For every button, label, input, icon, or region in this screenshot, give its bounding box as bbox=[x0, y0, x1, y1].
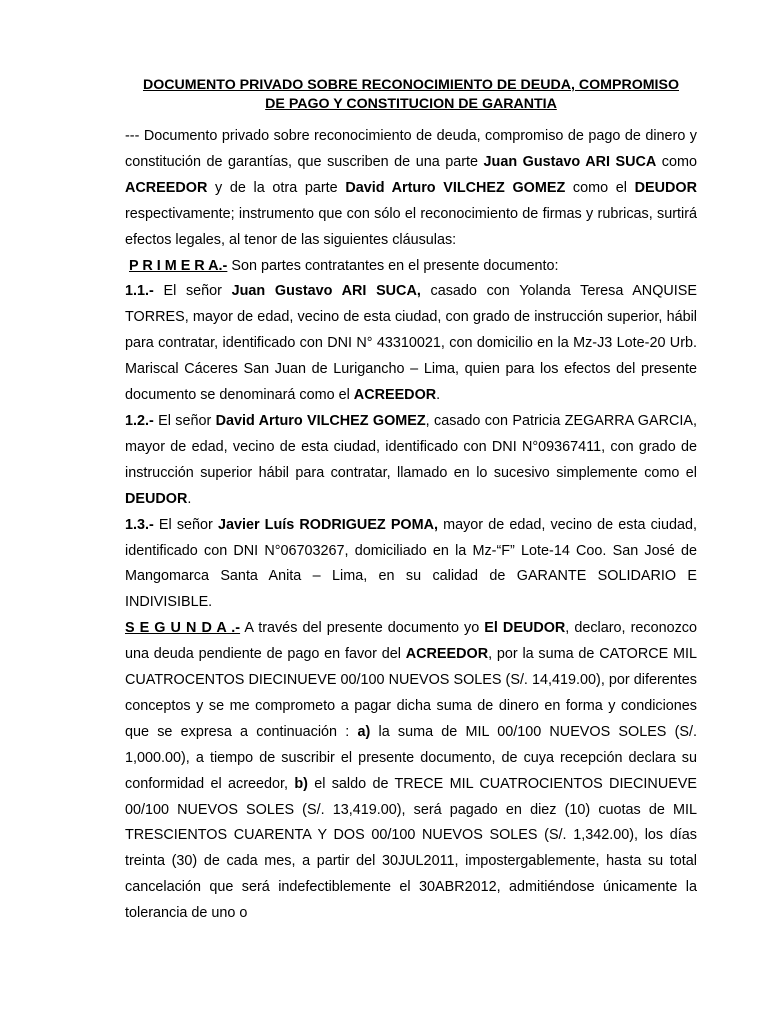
clause-text: El señor bbox=[153, 516, 218, 533]
intro-text: y de la otra parte bbox=[207, 179, 346, 196]
clause-text: la suma de MIL 00/100 NUEVOS SOLES (S/. 1,000.00), a tiempo de suscribir el presente documento, de cuya recepción declara su conformidad el acreedor, bbox=[125, 723, 697, 792]
clause-number: 1.1.- bbox=[125, 283, 154, 300]
party-role: ACREEDOR bbox=[353, 387, 437, 404]
party-name: Javier Luís RODRIGUEZ POMA, bbox=[217, 516, 438, 533]
intro-text: como bbox=[656, 153, 697, 170]
debtor-role: DEUDOR bbox=[634, 179, 697, 196]
clause-text: , casado con Patricia ZEGARRA GARCIA, mayor de edad, vecino de esta ciudad, identificado con DNI N°09367411, con grado de instrucción superior hábil para contratar, llamado en lo sucesivo simplemente como el bbox=[125, 412, 697, 481]
intro-text: respectivamente; instrumento que con sólo el reconocimiento de firmas y rubricas, surtirá efectos legales, al tenor de las siguientes cláusulas: bbox=[125, 205, 697, 248]
clause-text: . bbox=[436, 387, 441, 404]
clause-text: . bbox=[187, 490, 192, 507]
title-line-1: DOCUMENTO PRIVADO SOBRE RECONOCIMIENTO DE DEUDA, COMPROMISO bbox=[142, 77, 679, 93]
clause-text: casado con Yolanda Teresa ANQUISE TORRES, mayor de edad, vecino de esta ciudad, con grado de instrucción superior, hábil para contratar, identificado con DNI N° 43310021, con domicilio en la Mz-J3 Lote-20 Urb. Mariscal Cáceres San Juan de Lurigancho – Lima, quien para los efectos del presente documento se denominará como el bbox=[125, 283, 697, 404]
clause-1-3 bbox=[125, 513, 697, 617]
clause-text: , declaro, reconozco una deuda pendiente de pago en favor del bbox=[125, 620, 697, 663]
clause-text: mayor de edad, vecino de esta ciudad, identificado con DNI N°06703267, domiciliado en la Mz-“F” Lote-14 Coo. San José de Mangomarca Santa Anita – Lima, en su calidad de GARANTE SOLIDARIO E INDIVISIBLE. bbox=[125, 516, 698, 611]
clause-text: El señor bbox=[153, 283, 232, 300]
title-line-2: DE PAGO Y CONSTITUCION DE GARANTIA bbox=[265, 96, 557, 112]
debtor-name: David Arturo VILCHEZ GOMEZ bbox=[345, 179, 566, 196]
clause-primera bbox=[125, 254, 697, 280]
creditor-role: ACREEDOR bbox=[125, 179, 208, 196]
clause-primera-text: Son partes contratantes en el presente documento: bbox=[227, 257, 559, 274]
clause-number: 1.3.- bbox=[125, 516, 154, 533]
clause-text: A través del presente documento yo bbox=[240, 620, 485, 637]
intro-text: como el bbox=[565, 179, 635, 196]
intro-paragraph bbox=[125, 124, 697, 254]
intro-text: --- Documento privado sobre reconocimiento de deuda, compromiso de pago de dinero y constitución de garantías, que suscriben de una parte bbox=[125, 128, 697, 170]
clause-primera-heading: P R I M E R A.- bbox=[129, 257, 228, 274]
party-role: DEUDOR bbox=[125, 490, 188, 507]
document-body bbox=[125, 124, 697, 927]
creditor-name: Juan Gustavo ARI SUCA bbox=[483, 153, 657, 170]
clause-segunda-heading: S E G U N D A .- bbox=[125, 620, 241, 637]
clause-segunda bbox=[125, 616, 697, 927]
creditor-role: ACREEDOR bbox=[405, 646, 489, 663]
debtor-role: El DEUDOR bbox=[484, 620, 566, 637]
clause-text: El señor bbox=[153, 412, 216, 429]
item-marker-b: b) bbox=[294, 775, 308, 792]
clause-number: 1.2.- bbox=[125, 412, 154, 429]
document-title bbox=[125, 76, 697, 114]
clause-text: el saldo de TRECE MIL CUATROCIENTOS DIECINUEVE 00/100 NUEVOS SOLES (S/. 13,419.00), será pagado en diez (10) cuotas de MIL TRESCIENTOS CUARENTA Y DOS 00/100 NUEVOS SOLES (S/. 1,342.00), los días treinta (30) de cada mes, a partir del 30JUL2011, impostergablemente, hasta su total cancelación que será indefectiblemente el 30ABR2012, admitiéndose únicamente la tolerancia de uno o bbox=[125, 775, 698, 922]
clause-1-1 bbox=[125, 279, 697, 409]
clause-text: , por la suma de CATORCE MIL CUATROCENTOS DIECINUEVE 00/100 NUEVOS SOLES (S/. 14,419.00), por diferentes conceptos y se me comprometo a pagar dicha suma de dinero en forma y condiciones que se expresa a continuación : bbox=[125, 646, 697, 740]
item-marker-a: a) bbox=[357, 723, 371, 740]
clause-1-2 bbox=[125, 409, 697, 513]
party-name: Juan Gustavo ARI SUCA, bbox=[231, 283, 421, 300]
party-name: David Arturo VILCHEZ GOMEZ bbox=[215, 412, 426, 429]
